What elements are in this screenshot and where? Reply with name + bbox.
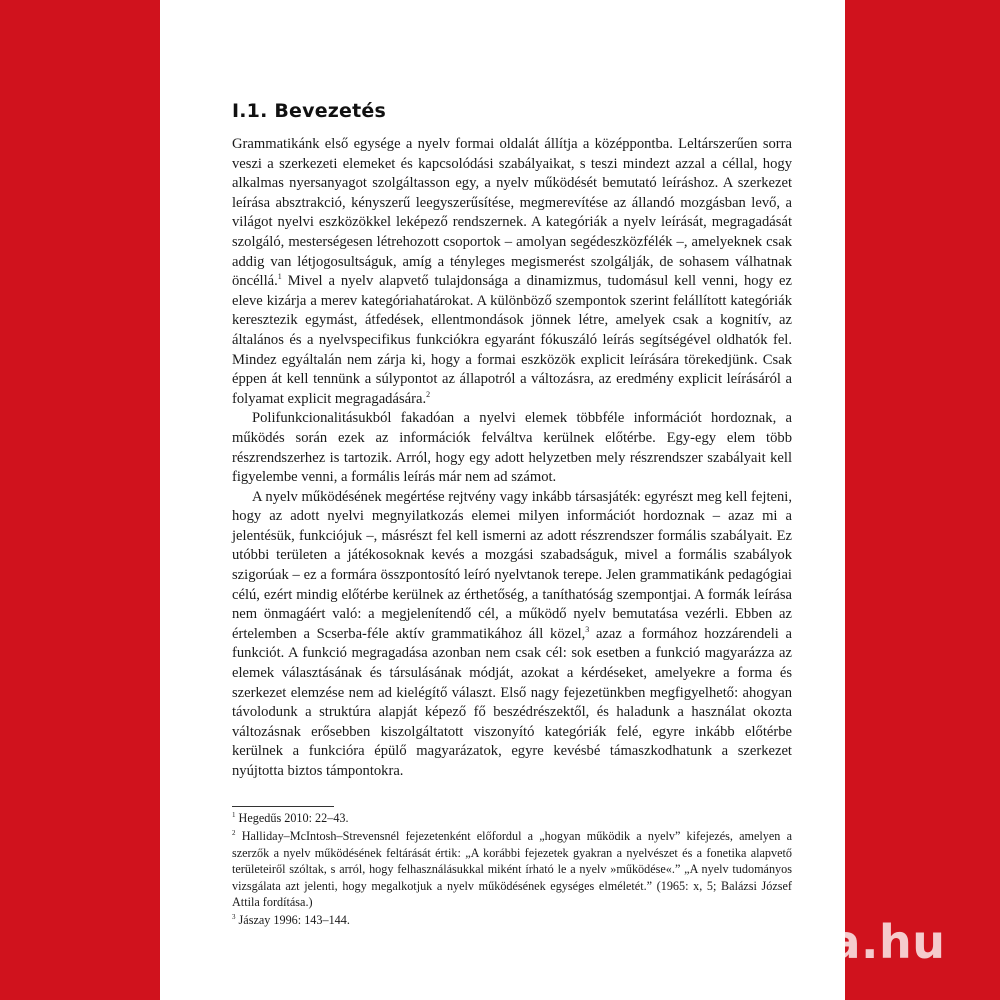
footnote-2-number: 2 [232,829,236,838]
left-red-margin [0,0,160,1000]
paragraph-3-text-b: azaz a formához hozzárendeli a funkciót. A funkció megragadása azonban nem csak cél: sok esetben a funkció magyarázza az elemek választásának és társulásának módját, azokat a kérdéseket, amelyekre a forma és szerkezet elemzése nem ad kielégítő választ. Első nagy fejezetünkben megfigyelhető: ahogyan távolodunk a struktúra alapját képező fő beszédrészektől, és haladunk a használat okozta változásnak erősebben kiszolgáltatott viszonyító kategóriák felé, egyre inkább előtérbe kerülnek a funkcióra épülő magyarázatok, egyre kevésbé támaszkodhatunk a szerkezet nyújtotta biztos támpontokra. [232,625,792,779]
footnote-ref-3: 3 [585,624,590,634]
paragraph-1-text-b: Mivel a nyelv alapvető tulajdonsága a dinamizmus, tudomásul kell venni, hogy ez eleve kizárja a merev kategóriahatárokat. A különböző szempontok szerint felállított kategóriák keresztezik egymást, átfedések, ellentmondások jönnek létre, amelyek csak a kognitív, az általános és a nyelvspecifikus funkciókra egyaránt fókuszáló leírás segítségével oldhatók fel. Mindez egyáltalán nem zárja ki, hogy a formai eszközök explicit leírására törekedjünk. Csak éppen át kell tennünk a súlypontot az állapotról a változásra, az eredmény explicit leírásáról a folyamat explicit megragadására. [232,273,792,407]
paragraph-1 [232,135,792,409]
paragraph-3 [232,488,792,782]
footnote-ref-1: 1 [277,272,282,282]
footnote-1 [232,810,792,826]
footnote-1-text: Hegedűs 2010: 22–43. [235,811,349,825]
footnote-2-text: Halliday–McIntosh–Strevensnél fejezetenként előfordul a „hogyan működik a nyelv” kifejezés, amelyen a szerzők a nyelv működésének feltárását értik: „A korábbi fejezetek gyakran a nyelvészet és a fonetika alapvető területeiről szóltak, s arról, hogy felhasználásukkal miként írható le a nyelv »működése«.” „A nyelv tudományos vizsgálata azt jelenti, hogy megalkotjuk a nyelv működésének egységes elméletét.” (1965: x, 5; Balázsi József Attila fordítása.) [232,829,792,910]
body-text [232,135,792,782]
paragraph-2: Polifunkcionalitásukból fakadóan a nyelvi elemek többféle információt hordoznak, a működés során ezek az információk felváltva kerülnek előtérbe. Egy-egy elem több részrendszerhez is tartozik. Arról, hogy egy adott helyzetben mely részrendszer szabályait kell figyelembe venni, a formális leírás már nem ad számot. [232,410,792,486]
right-red-margin [845,0,1000,1000]
footnote-3 [232,912,792,928]
footnote-ref-2: 2 [426,389,431,399]
section-heading: I.1. Bevezetés [232,100,387,122]
footnotes [232,810,792,931]
footnote-1-number: 1 [232,811,236,819]
footnote-3-number: 3 [232,913,236,922]
book-page [160,0,845,1000]
watermark-logo: tinta.hu [735,915,946,969]
paragraph-1-text-a: Grammatikánk első egysége a nyelv formai oldalát állítja a középpontba. Leltárszerűen sorra veszi a szerkezeti elemeket és kapcsolódási szabályaikat, s teszi mindezt azzal a céllal, hogy alkalmas nyersanyagot szolgáltasson egy, a nyelv működését bemutató leíráshoz. A szerkezet leírása absztrakció, kényszerű leegyszerűsítése, megmerevítése az állandó mozgásban levő, a világot nyelvi eszközökkel leképező rendszernek. A kategóriák a nyelv leírását, megragadását szolgáló, mesterségesen létrehozott csoportok – amolyan segédeszközfélék –, amelyeknek csak addig van létjogosultságuk, amíg a tényleges megismerést szolgálják, de sohasem válhatnak öncéllá. [232,136,792,290]
footnote-3-text: Jászay 1996: 143–144. [235,913,350,928]
footnote-2 [232,828,792,910]
paragraph-3-text-a: A nyelv működésének megértése rejtvény vagy inkább társasjáték: egyrészt meg kell fejteni, hogy az adott nyelvi megnyilatkozás elemei milyen információt hordoznak – azaz mi a jelentésük, funkciójuk –, másrészt fel kell ismerni az adott részrendszer formális szabályait. Ez utóbbi területen a játékosoknak kevés a mozgási szabadságuk, mivel a formális szabályok szigorúak – ez a formára összpontosító leíró nyelvtanok terepe. Jelen grammatikánk pedagógiai célú, ezért mindig előtérbe kerülnek az érthetőség, a taníthatóság szempontjai. A formák leírása nem önmagáért való: a megjelenítendő cél, a működő nyelv bemutatása vezérli. Ebben az értelemben a Scserba-féle aktív grammatikához áll közel, [232,488,792,642]
footnote-rule [232,806,334,807]
